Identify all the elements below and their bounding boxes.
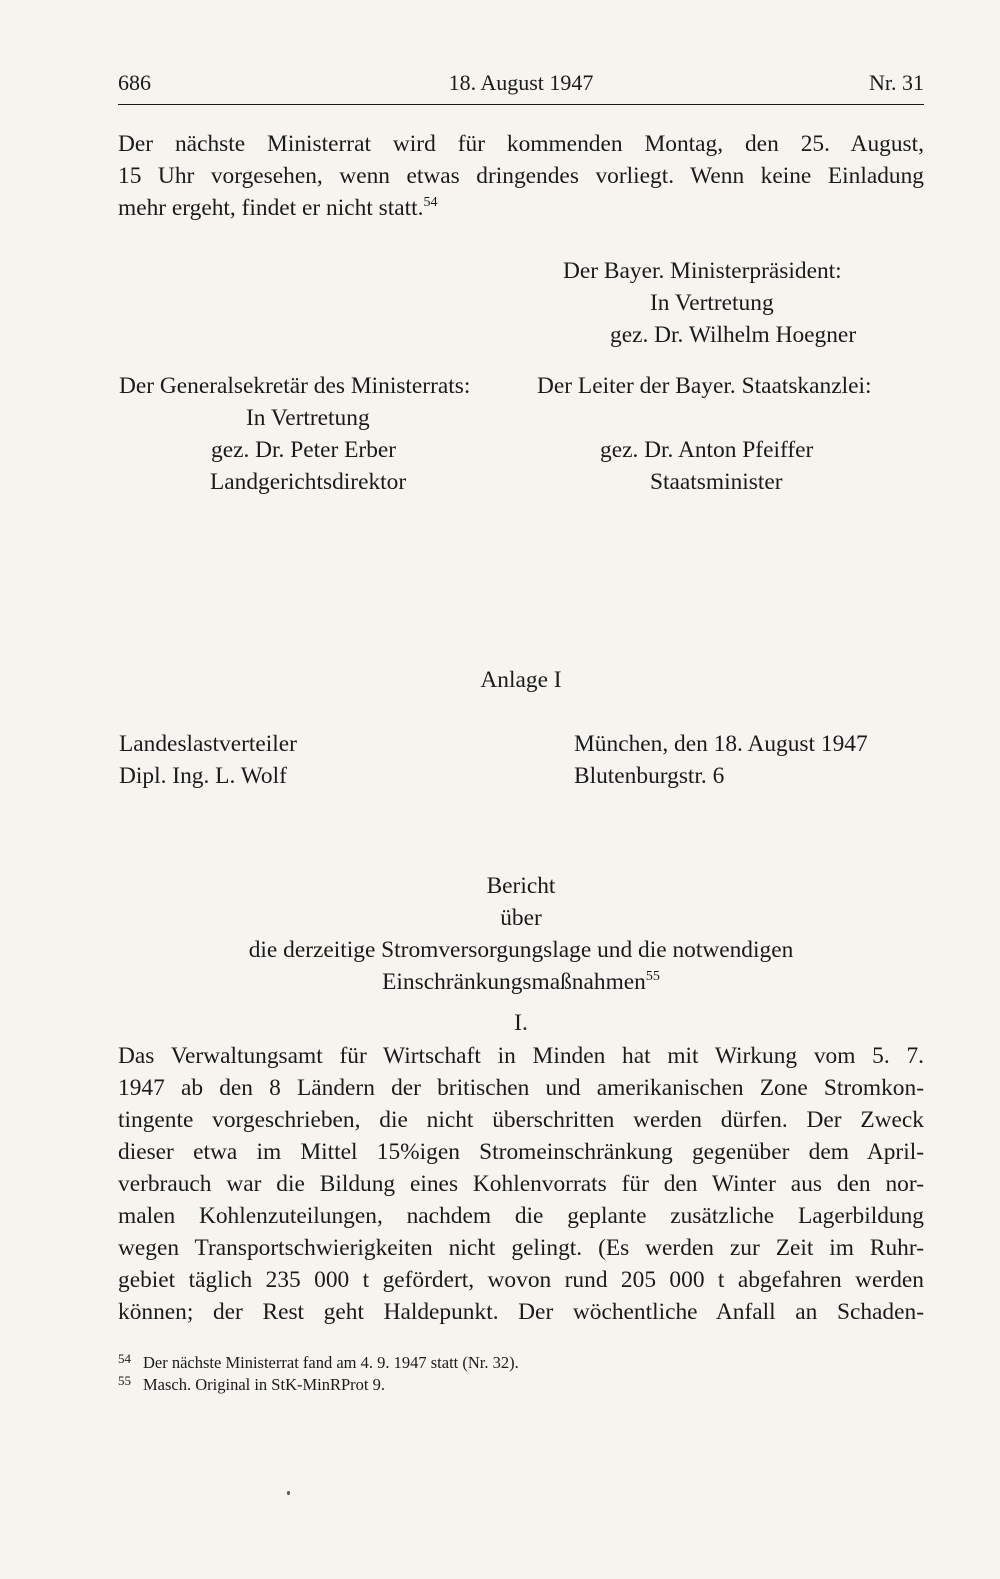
footnote-text: Der nächste Ministerrat fand am 4. 9. 1947 statt (Nr. 32).	[143, 1353, 519, 1372]
report-line: tingente vorgeschrieben, die nicht überschritten werden dürfen. Der Zweck	[118, 1107, 924, 1133]
gs-in-vertretung: In Vertretung	[246, 405, 370, 431]
issue-number: Nr. 31	[869, 70, 924, 95]
sk-title: Der Leiter der Bayer. Staatskanzlei:	[537, 373, 872, 399]
gs-title: Der Generalsekretär des Ministerrats:	[119, 373, 471, 399]
report-subject-text: Einschränkungsmaßnahmen	[382, 969, 646, 995]
footnote-ref-55: 55	[645, 969, 660, 984]
intro-last-line	[118, 192, 438, 228]
intro-line: Der nächste Ministerrat wird für kommenden Montag, den 25. August,	[118, 131, 924, 157]
sk-signatory: gez. Dr. Anton Pfeiffer	[600, 437, 814, 463]
place-date: München, den 18. August 1947	[574, 731, 868, 757]
report-line: Das Verwaltungsamt für Wirtschaft in Minden hat mit Wirkung vom 5. 7.	[118, 1043, 924, 1069]
header-date: 18. August 1947	[448, 70, 594, 95]
intro-last-text: mehr ergeht, findet er nicht statt.	[118, 195, 424, 221]
intro-line: 15 Uhr vorgesehen, wenn etwas dringendes vorliegt. Wenn keine Einladung	[118, 163, 924, 189]
report-subject: die derzeitige Stromversorgungslage und die notwendigen	[248, 937, 794, 963]
report-line: 1947 ab den 8 Ländern der britischen und amerikanischen Zone Stromkon-	[118, 1075, 924, 1101]
report-line: dieser etwa im Mittel 15%igen Stromeinschränkung gegenüber dem April-	[118, 1139, 924, 1165]
page-number: 686	[118, 70, 151, 95]
footnote-number: 55	[118, 1373, 131, 1388]
section-heading: I.	[514, 1010, 528, 1036]
address: Blutenburgstr. 6	[574, 763, 725, 789]
report-line: wegen Transportschwierigkeiten nicht gelingt. (Es werden zur Zeit im Ruhr-	[118, 1235, 924, 1261]
gs-position: Landgerichtsdirektor	[210, 469, 407, 495]
report-line: gebiet täglich 235 000 t gefördert, wovon rund 205 000 t abgefahren werden	[118, 1267, 924, 1293]
pm-signatory: gez. Dr. Wilhelm Hoegner	[610, 322, 857, 348]
footnote-55	[118, 1374, 385, 1397]
pm-title: Der Bayer. Ministerpräsident:	[563, 258, 842, 284]
pm-in-vertretung: In Vertretung	[650, 290, 774, 316]
footnote-number: 54	[118, 1351, 131, 1366]
footnote-54	[118, 1352, 519, 1375]
sender-office: Landeslastverteiler	[119, 731, 297, 757]
anlage-title: Anlage I	[480, 667, 562, 693]
sk-position: Staatsminister	[650, 469, 783, 495]
running-header	[118, 64, 924, 105]
report-line: verbrauch war die Bildung eines Kohlenvorrats für den Winter aus den nor-	[118, 1171, 924, 1197]
report-line: können; der Rest geht Haldepunkt. Der wöchentliche Anfall an Schaden-	[118, 1299, 924, 1325]
report-title-uber: über	[500, 905, 542, 931]
sender-name: Dipl. Ing. L. Wolf	[119, 763, 287, 789]
footnote-text: Masch. Original in StK-MinRProt 9.	[143, 1375, 385, 1394]
footnote-ref-54: 54	[423, 195, 438, 210]
report-line: malen Kohlenzuteilungen, nachdem die geplante zusätzliche Lagerbildung	[118, 1203, 924, 1229]
report-title: Bericht	[486, 873, 556, 899]
paper-speck	[287, 1491, 290, 1495]
report-subject-cont	[118, 966, 924, 1002]
gs-signatory: gez. Dr. Peter Erber	[211, 437, 397, 463]
